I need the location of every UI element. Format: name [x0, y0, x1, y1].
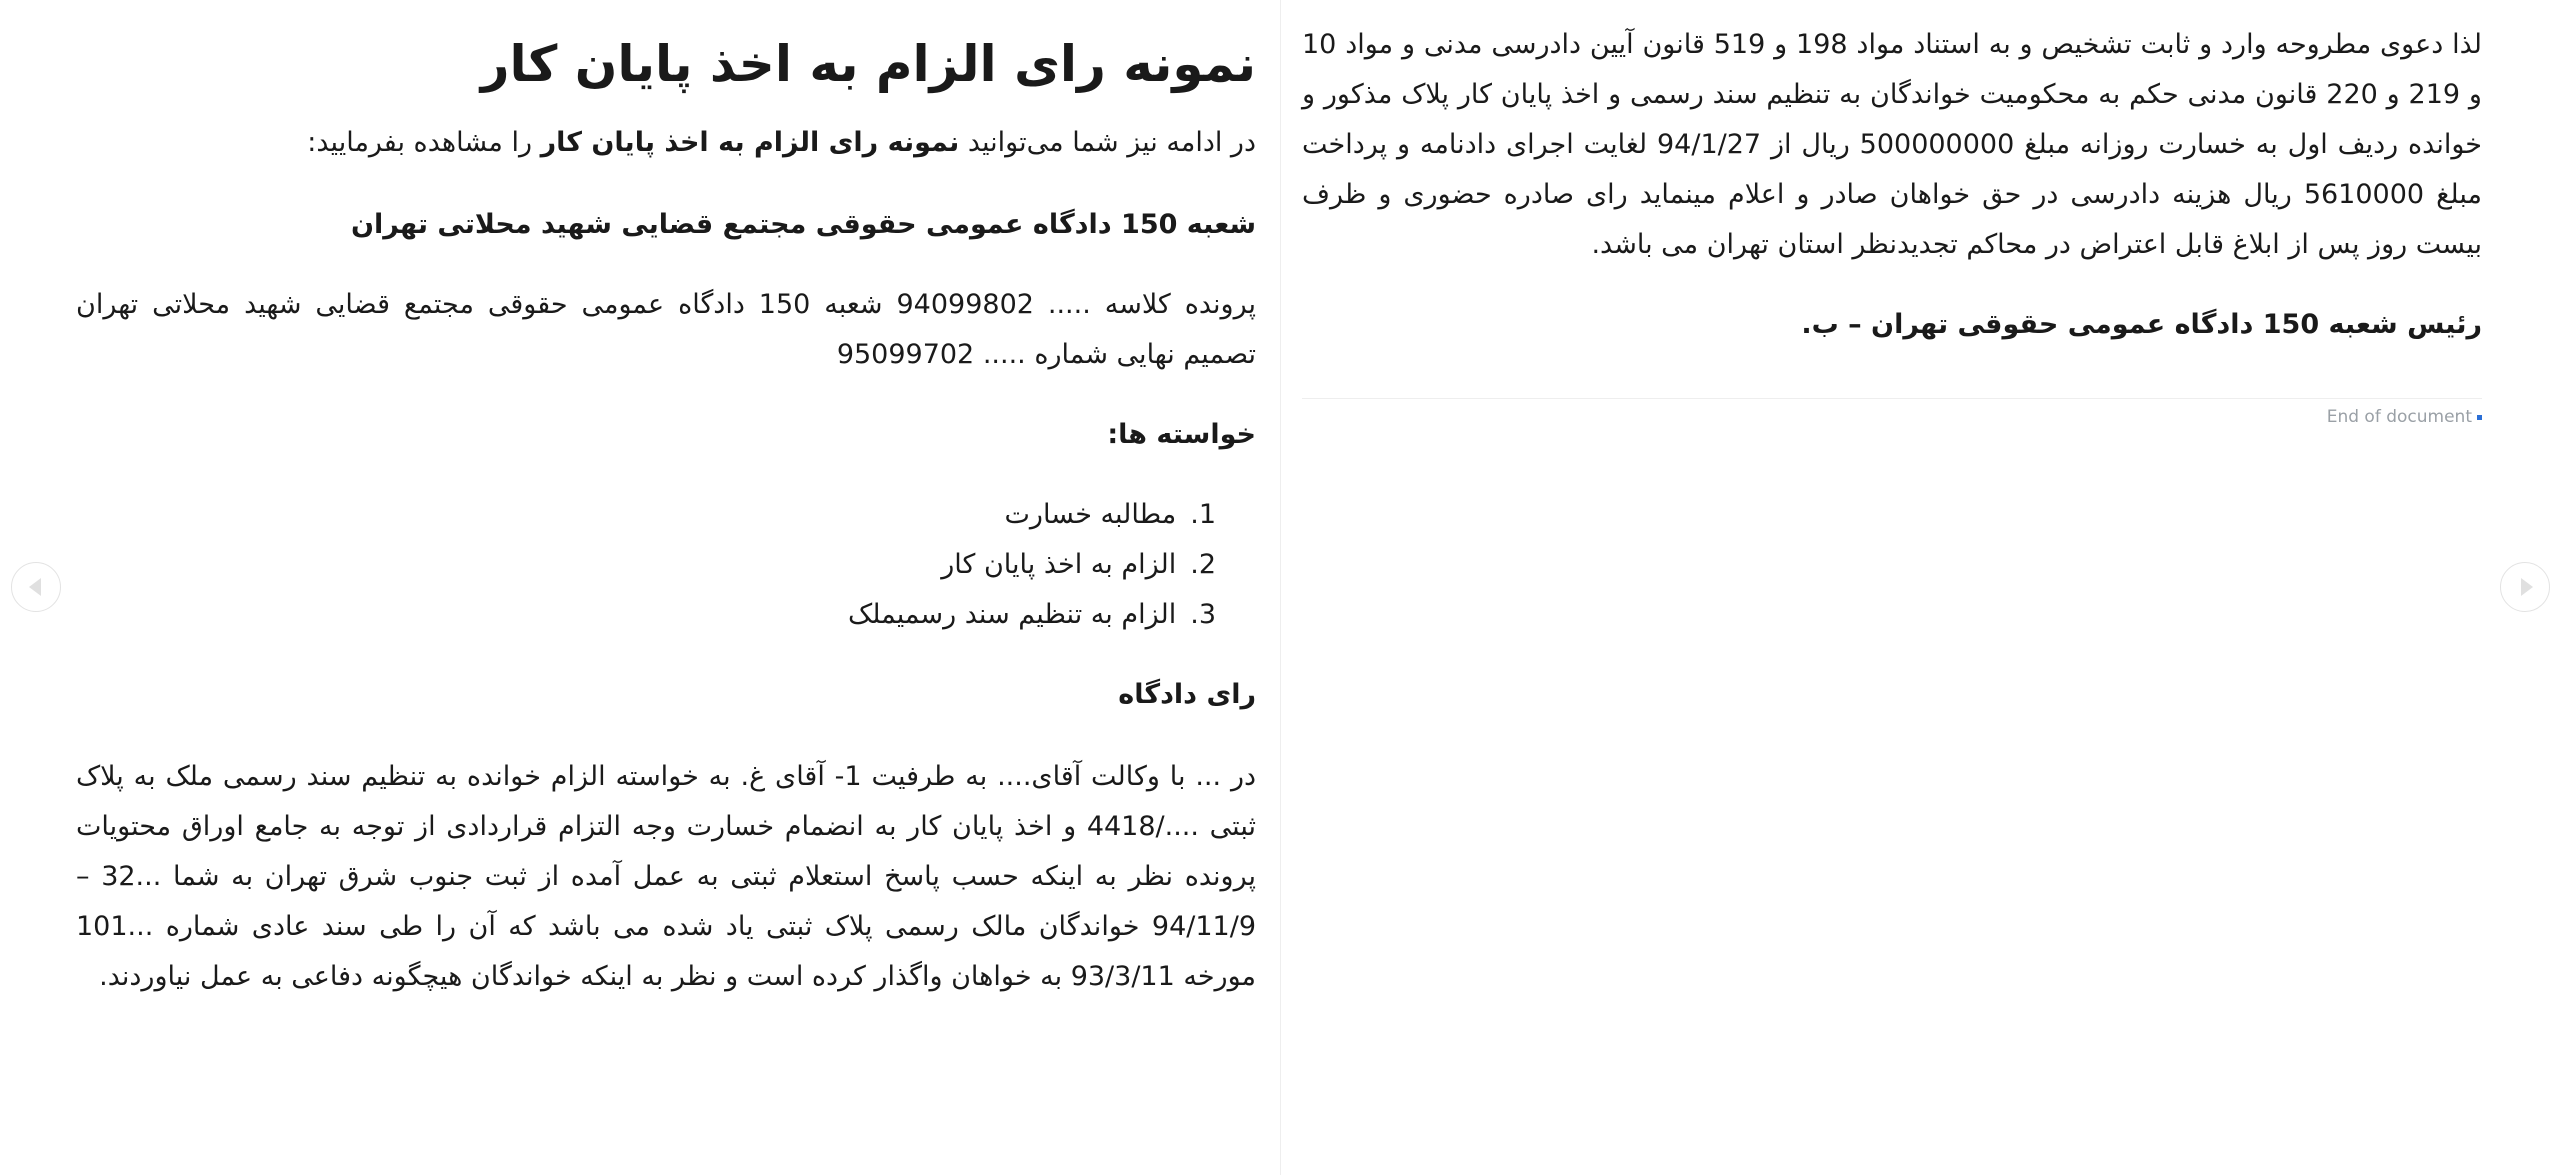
next-page-button[interactable]	[2500, 562, 2550, 612]
intro-text-bold: نمونه رای الزام به اخذ پایان کار	[540, 127, 960, 158]
list-item	[76, 590, 1216, 640]
column-divider	[1280, 0, 1281, 1175]
chevron-right-icon	[2521, 578, 2533, 596]
right-column	[1302, 0, 2482, 427]
chevron-left-icon	[29, 578, 41, 596]
list-item	[76, 540, 1216, 590]
file-number-paragraph: پرونده کلاسه ..... 94099802 شعبه 150 دادگاه عمومی حقوقی مجتمع قضایی شهید محلاتی تهران تصمیم نهایی شماره ..... 95099702	[76, 289, 1257, 370]
requests-heading: خواسته ها:	[1107, 419, 1256, 450]
list-item-number: 1.	[1190, 499, 1216, 530]
end-of-document-label: End of document	[2326, 407, 2472, 427]
list-item-text: الزام به تنظیم سند رسمیملک	[848, 599, 1177, 630]
ruling-paragraph: لذا دعوی مطروحه وارد و ثابت تشخیص و به استناد مواد 198 و 519 قانون آیین دادرسی مدنی و مواد 10 و 219 و 220 قانون مدنی حکم به محکومیت خواندگان به تنظیم سند رسمی و اخذ پایان کار پلاک مذکور و خوانده ردیف اول به خسارت روزانه مبلغ 500000000 ریال از 94/1/27 لغایت اجرای دادنامه و پرداخت مبلغ 5610000 ریال هزینه دادرسی در حق خواهان صادر و اعلام مینماید رای صادره حضوری و ظرف بیست روز پس از ابلاغ قابل اعتراض در محاکم تجدیدنظر استان تهران می باشد.	[1302, 29, 2482, 260]
list-item-number: 3.	[1190, 599, 1216, 630]
requests-list	[76, 490, 1256, 640]
verdict-heading: رای دادگاه	[1118, 679, 1256, 710]
left-column	[76, 0, 1256, 1002]
judge-signature: رئیس شعبه 150 دادگاه عمومی حقوقی تهران – ب.	[1801, 309, 2482, 340]
end-of-document-marker	[1302, 407, 2482, 427]
intro-text-start: در ادامه نیز شما می‌توانید	[959, 127, 1256, 158]
intro-text-end: را مشاهده بفرمایید:	[307, 127, 541, 158]
court-name-heading: شعبه 150 دادگاه عمومی حقوقی مجتمع قضایی شهید محلاتی تهران	[350, 209, 1256, 240]
previous-page-button[interactable]	[11, 562, 61, 612]
list-item-text: الزام به اخذ پایان کار	[941, 549, 1177, 580]
intro-paragraph	[76, 118, 1256, 168]
page-title: نمونه رای الزام به اخذ پایان کار	[480, 35, 1256, 93]
end-dot-icon	[2477, 415, 2482, 420]
verdict-paragraph: در ... با وکالت آقای.... به طرفیت 1- آقای غ. به خواسته الزام خوانده به تنظیم سند رسمی ملک به پلاک ثبتی ..../4418 و اخذ پایان کار به انضمام خسارت وجه التزام قراردادی از توجه به جامع اوراق محتویات پرونده نظر به اینکه حسب پاسخ استعلام ثبتی به عمل آمده از ثبت جنوب شرق تهران به شما ...32 – 94/11/9 خواندگان مالک رسمی پلاک ثبتی یاد شده می باشد که آن را طی سند عادی شماره ...101 مورخه 93/3/11 به خواهان واگذار کرده است و نظر به اینکه خواندگان هیچگونه دفاعی به عمل نیاوردند.	[76, 761, 1257, 992]
list-item-number: 2.	[1190, 549, 1216, 580]
list-item-text: مطالبه خسارت	[1004, 499, 1177, 530]
end-divider	[1302, 398, 2482, 399]
list-item	[76, 490, 1216, 540]
